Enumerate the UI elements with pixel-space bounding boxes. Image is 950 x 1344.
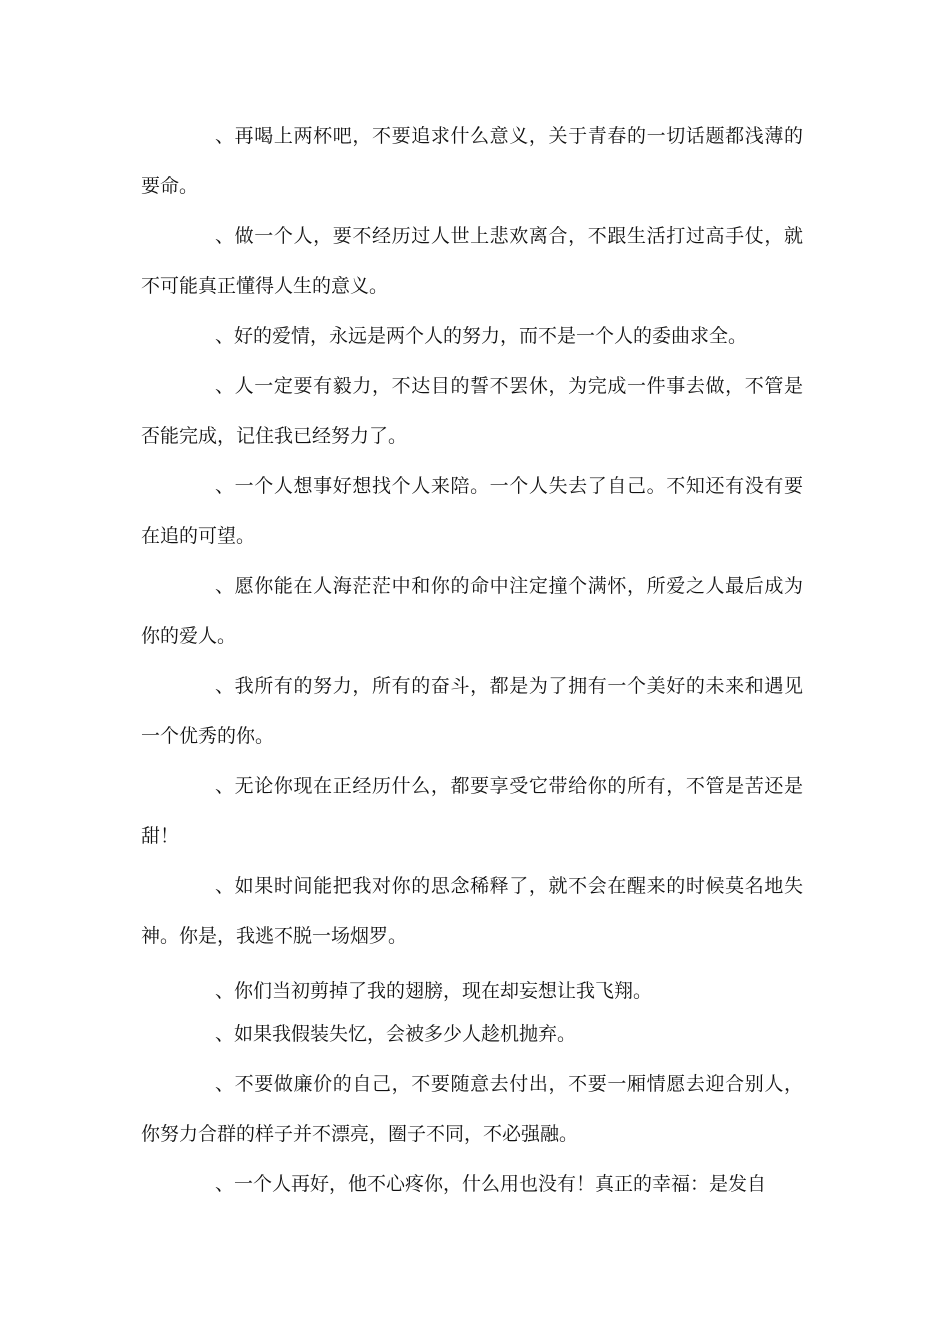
paragraph-7: 、我所有的努力，所有的奋斗，都是为了拥有一个美好的未来和遇见一个优秀的你。 <box>141 675 803 747</box>
paragraph-11: 、如果我假装失忆，会被多少人趁机抛弃。 <box>215 1023 577 1045</box>
paragraph-5: 、一个人想事好想找个人来陪。一个人失去了自己。不知还有没有要在追的可望。 <box>141 475 803 547</box>
paragraph-9: 、如果时间能把我对你的思念稀释了，就不会在醒来的时候莫名地失神。你是，我逃不脱一场烟罗。 <box>141 875 803 947</box>
paragraph-1: 、再喝上两杯吧，不要追求什么意义，关于青春的一切话题都浅薄的要命。 <box>141 125 803 197</box>
paragraph-8: 、无论你现在正经历什么，都要享受它带给你的所有，不管是苦还是甜！ <box>141 775 803 847</box>
paragraph-2: 、做一个人，要不经历过人世上悲欢离合，不跟生活打过高手仗，就不可能真正懂得人生的意义。 <box>141 225 803 297</box>
paragraph-12: 、不要做廉价的自己，不要随意去付出，不要一厢情愿去迎合别人，你努力合群的样子并不漂亮，圈子不同，不必强融。 <box>141 1073 803 1145</box>
paragraph-3: 、好的爱情，永远是两个人的努力，而不是一个人的委曲求全。 <box>215 325 748 347</box>
paragraph-13: 、一个人再好，他不心疼你，什么用也没有！真正的幸福：是发自 <box>215 1173 767 1195</box>
paragraph-6: 、愿你能在人海茫茫中和你的命中注定撞个满怀，所爱之人最后成为你的爱人。 <box>141 575 803 647</box>
paragraph-10: 、你们当初剪掉了我的翅膀，现在却妄想让我飞翔。 <box>215 980 653 1002</box>
paragraph-4: 、人一定要有毅力，不达目的誓不罢休，为完成一件事去做，不管是否能完成，记住我已经努力了。 <box>141 375 803 447</box>
